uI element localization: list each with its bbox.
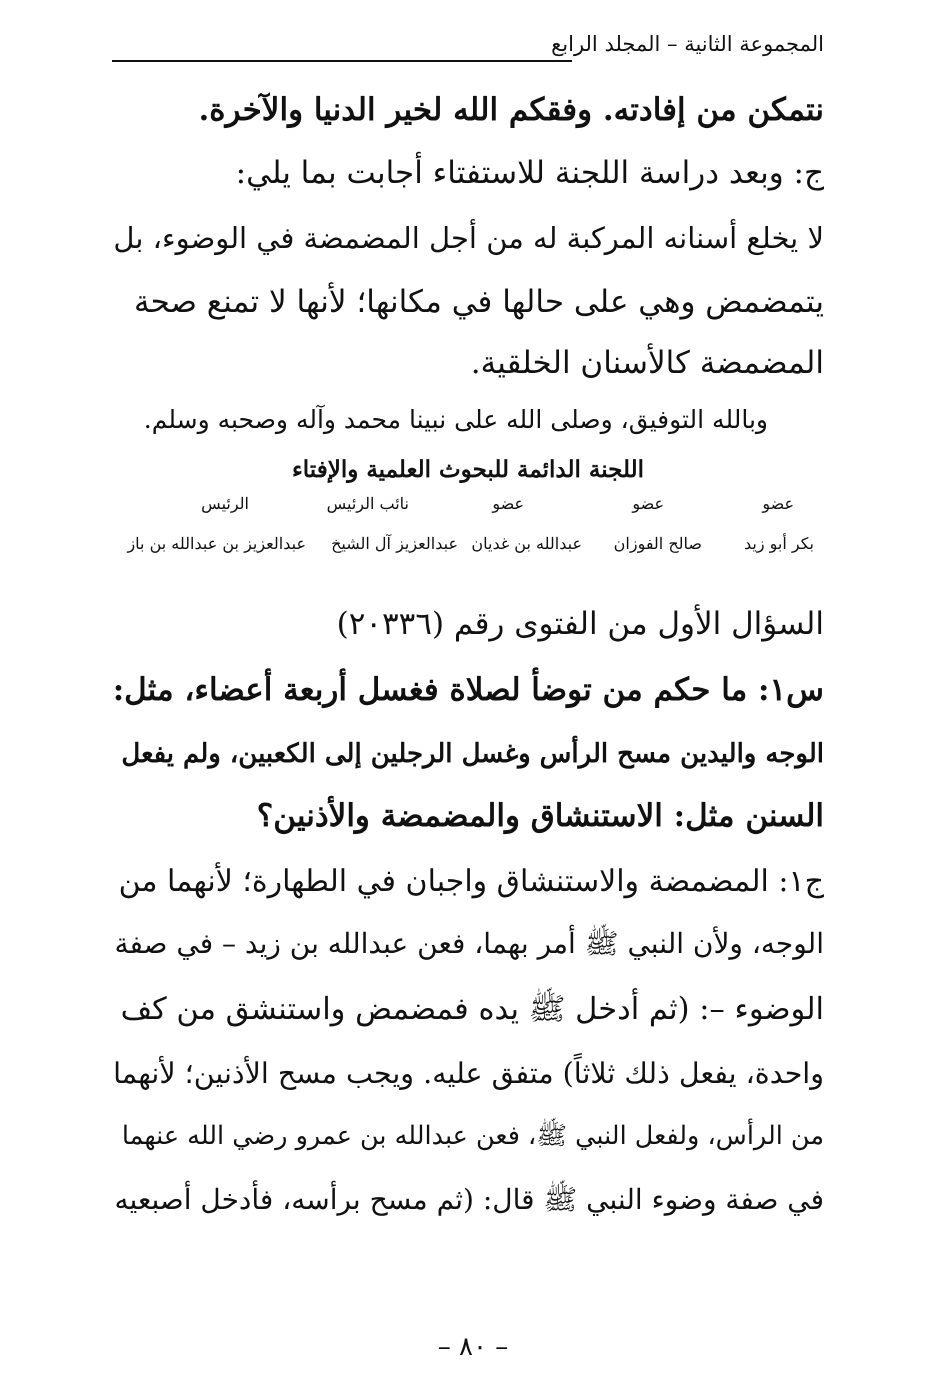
- signatory-title: نائب الرئيس: [326, 494, 409, 513]
- text-line: نتمكن من إفادته. وفقكم الله لخير الدنيا والآخرة.: [198, 92, 824, 128]
- signatory-title: الرئيس: [201, 494, 249, 513]
- answer-line: واحدة، يفعل ذلك ثلاثاً) متفق عليه. ويجب مسح الأذنين؛ لأنهما: [113, 1057, 824, 1090]
- text-line: لا يخلع أسنانه المركبة له من أجل المضمضة في الوضوء، بل: [113, 221, 824, 255]
- running-header: [112, 28, 824, 68]
- fatwa-heading: السؤال الأول من الفتوى رقم (٢٠٣٣٦): [336, 606, 824, 642]
- question-line: السنن مثل: الاستنشاق والمضمضة والأذنين؟: [256, 798, 824, 834]
- page-number: – ٨٠ –: [437, 1332, 509, 1362]
- answer-line: الوجه، ولأن النبي ﷺ أمر بهما، فعن عبدالله بن زيد – في صفة: [114, 927, 824, 960]
- signatory-titles: [112, 494, 824, 520]
- signatory-name: صالح الفوزان: [613, 534, 702, 553]
- committee-name: اللجنة الدائمة للبحوث العلمية والإفتاء: [291, 456, 645, 483]
- signatory-name: عبدالعزيز بن عبدالله بن باز: [127, 534, 306, 553]
- answer-line: الوضوء –: (ثم أدخل ﷺ يده فمضمض واستنشق من كف: [120, 992, 824, 1027]
- signatory-name: بكر أبو زيد: [743, 534, 814, 553]
- answer-line: ج١: المضمضة والاستنشاق واجبان في الطهارة؛ لأنهما من: [118, 864, 824, 899]
- question-line: س١: ما حكم من توضأ لصلاة فغسل أربعة أعضاء، مثل:: [112, 672, 824, 708]
- header-title: المجموعة الثانية – المجلد الرابع: [551, 32, 824, 56]
- signatory-names: [112, 534, 824, 560]
- answer-line: في صفة وضوء النبي ﷺ قال: (ثم مسح برأسه، فأدخل أصبعيه: [114, 1183, 824, 1216]
- signatory-title: عضو: [632, 494, 664, 513]
- signatory-title: عضو: [762, 494, 794, 513]
- signatory-name: عبدالعزيز آل الشيخ: [331, 534, 458, 553]
- signatory-title: عضو: [492, 494, 524, 513]
- signatory-name: عبدالله بن غديان: [471, 534, 582, 553]
- answer-line: من الرأس، ولفعل النبي ﷺ، فعن عبدالله بن عمرو رضي الله عنهما: [121, 1121, 824, 1151]
- question-line: الوجه واليدين مسح الرأس وغسل الرجلين إلى الكعبين، ولم يفعل: [121, 739, 824, 769]
- header-rule: [112, 60, 572, 62]
- text-line: يتمضمض وهي على حالها في مكانها؛ لأنها لا تمنع صحة: [133, 284, 824, 320]
- text-line: ج: وبعد دراسة اللجنة للاستفتاء أجابت بما يلي:: [235, 155, 824, 191]
- closing-line: وبالله التوفيق، وصلى الله على نبينا محمد وآله وصحبه وسلم.: [143, 405, 768, 434]
- text-line: المضمضة كالأسنان الخلقية.: [470, 345, 824, 381]
